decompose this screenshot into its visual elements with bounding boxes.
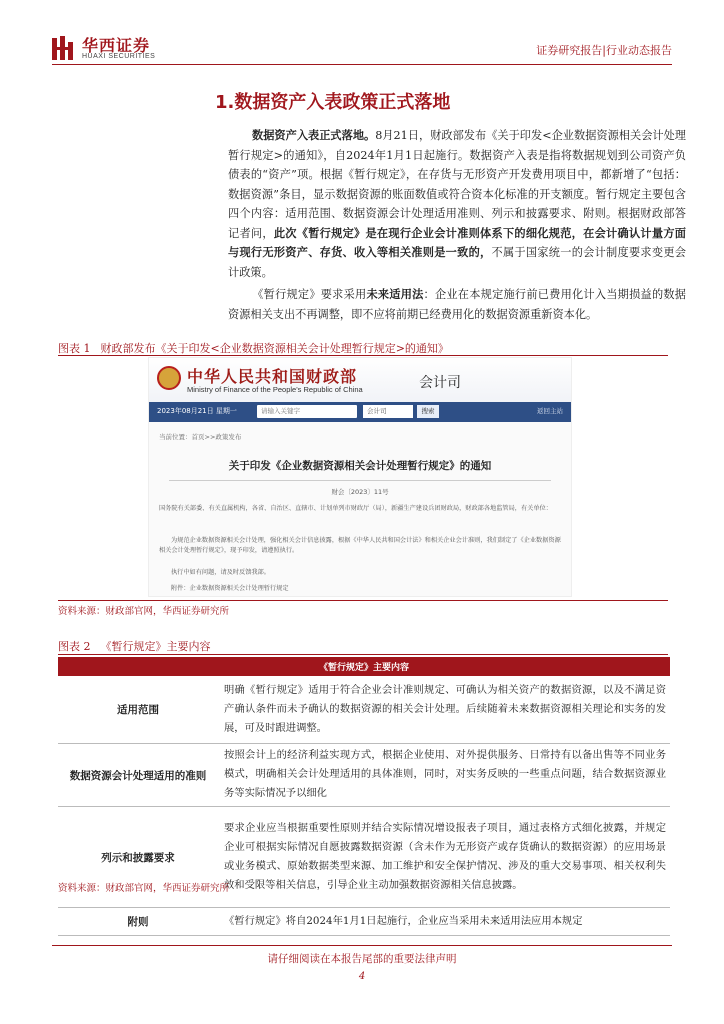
search-button[interactable]: 搜索 (417, 405, 439, 418)
p1-bold-lead: 数据资产入表正式落地。 (252, 129, 376, 142)
row-value: 按照会计上的经济利益实现方式，根据企业使用、对外提供服务、日常持有以备出售等不同业务模式，明确相关会计处理适用的具体准则，同时，对实务反映的一些重点问题，结合数据资源业务等实际情况予以细化 (218, 744, 670, 807)
date-text: 2023年08月21日 星期一 (157, 407, 237, 415)
figure1-title: 财政部发布《关于印发<企业数据资源相关会计处理暂行规定>的通知》 (100, 342, 449, 355)
p1-bold-tail: 此次《暂行规定》是在现行企业会计准则体系下的细化规范，在会计确认计量方面与现行无形资产、存货、收入等相关准则是一致的， (228, 226, 686, 259)
doc-title: 关于印发《企业数据资源相关会计处理暂行规定》的通知 (228, 460, 492, 472)
legal-disclaimer: 请仔细阅读在本报告尾部的重要法律声明 (267, 953, 457, 965)
ministry-name-cn: 中华人民共和国财政部 (187, 367, 358, 386)
breadcrumb: 当前位置：首页>>政策发布 (159, 433, 242, 441)
p1-text: 8月21日，财政部发布《关于印发<企业数据资源相关会计处理暂行规定>的通知》，自2024年1月1日起施行。数据资产入表是指将数据规划到公司资产负债表的“资产”项。根据《暂行规定》，在存货与无形资产开发费用项目中，都新增了“包括：数据资源”条目，显示数据资源的账面数值或符合资本化标准的开支额度。暂行规定主要包含四个内容：适用范围、数据资源会计处理适用准则、列示和披露要求、附则。根据财政部答记者问， (228, 129, 686, 240)
search-input[interactable]: 请输入关键字 (257, 405, 357, 418)
row-key: 适用范围 (58, 676, 218, 744)
home-link[interactable]: 返回主站 (537, 407, 563, 415)
doc-attachment[interactable]: 附件：企业数据资源相关会计处理暂行规定 (171, 585, 289, 592)
p1-end: 不属于国家统一的会计制度要求变更会计政策。 (228, 246, 686, 279)
row-value: 明确《暂行规定》适用于符合企业会计准则规定、可确认为相关资产的数据资源，以及不满足资产确认条件而未予确认的数据资源的相关会计处理。后续随着未来数据资源相关理论和实务的发展，可及时跟进调整。 (218, 676, 670, 744)
brand-name-cn: 华西证券 (82, 36, 151, 55)
doc-addressee: 国务院有关部委、有关直属机构，各省、自治区、直辖市、计划单列市财政厅（局），新疆生产建设兵团财政局，财政部各地监管局，有关单位： (159, 505, 552, 512)
row-key: 附则 (58, 908, 218, 936)
figure2-source: 资料来源：财政部官网，华西证券研究所 (58, 883, 230, 894)
mof-webpage-screenshot (148, 357, 572, 597)
row-value: 《暂行规定》将自2024年1月1日起施行，企业应当采用未来适用法应用本规定 (218, 908, 670, 936)
ministry-name-en: Ministry of Finance of the People's Republic of China (187, 385, 363, 394)
brand-name-en: HUAXI SECURITIES (82, 53, 156, 60)
national-emblem-icon (157, 366, 181, 390)
figure1-source: 资料来源：财政部官网，华西证券研究所 (58, 606, 230, 617)
section-title: 1.数据资产入表政策正式落地 (215, 92, 451, 113)
table-header: 《暂行规定》主要内容 (58, 657, 670, 676)
doc-body-2: 执行中如有问题，请及时反馈我部。 (171, 569, 270, 576)
figure2-top-rule (58, 654, 668, 655)
footer-divider (52, 945, 672, 946)
figure1-bottom-rule (58, 600, 668, 601)
department-name: 会计司 (419, 375, 461, 391)
row-key: 列示和披露要求 (58, 807, 218, 908)
figure2-caption (58, 638, 211, 654)
figure1-caption (58, 340, 449, 356)
regulation-table (58, 657, 670, 936)
figure2-title: 《暂行规定》主要内容 (100, 640, 211, 653)
table-row (58, 908, 670, 936)
doc-divider (169, 480, 551, 481)
page-number: 4 (358, 971, 366, 982)
header-divider (52, 64, 672, 65)
doc-body-1: 为规范企业数据资源相关会计处理，强化相关会计信息披露，根据《中华人民共和国会计法》和相关企业会计准则，我们制定了《企业数据资源相关会计处理暂行规定》，现予印发，请遵照执行。 (159, 537, 561, 554)
row-value: 要求企业应当根据重要性原则并结合实际情况增设报表子项目，通过表格方式细化披露，并规定企业可根据实际情况自愿披露数据资源（含未作为无形资产或存货确认的数据资源）的应用场景或业务模式、原始数据类型来源、加工维护和安全保护情况、涉及的重大交易事项、相关权利失效和受限等相关信息，引导企业主动加强数据资源相关信息披露。 (218, 807, 670, 908)
paragraph-2 (228, 285, 686, 324)
search-scope-select[interactable]: 会计司 (363, 405, 413, 418)
paragraph-1 (228, 126, 686, 282)
p2-text-b: ：企业在本规定施行前已费用化计入当期损益的数据资源相关支出不再调整，即不应将前期已经费用化的数据资源重新资本化。 (228, 288, 686, 321)
p2-text-a: 《暂行规定》要求采用 (252, 288, 367, 301)
table-row (58, 744, 670, 807)
figure1-top-rule (58, 355, 668, 356)
p2-bold: 未来适用法 (366, 288, 424, 301)
huaxi-logo-icon (52, 36, 74, 60)
figure1-label: 图表 1 (58, 342, 91, 355)
table-row (58, 676, 670, 744)
doc-ref: 财会〔2023〕11号 (331, 488, 389, 496)
figure2-label: 图表 2 (58, 640, 91, 653)
row-key: 数据资源会计处理适用的准则 (58, 744, 218, 807)
report-type: 证券研究报告|行业动态报告 (536, 44, 672, 57)
